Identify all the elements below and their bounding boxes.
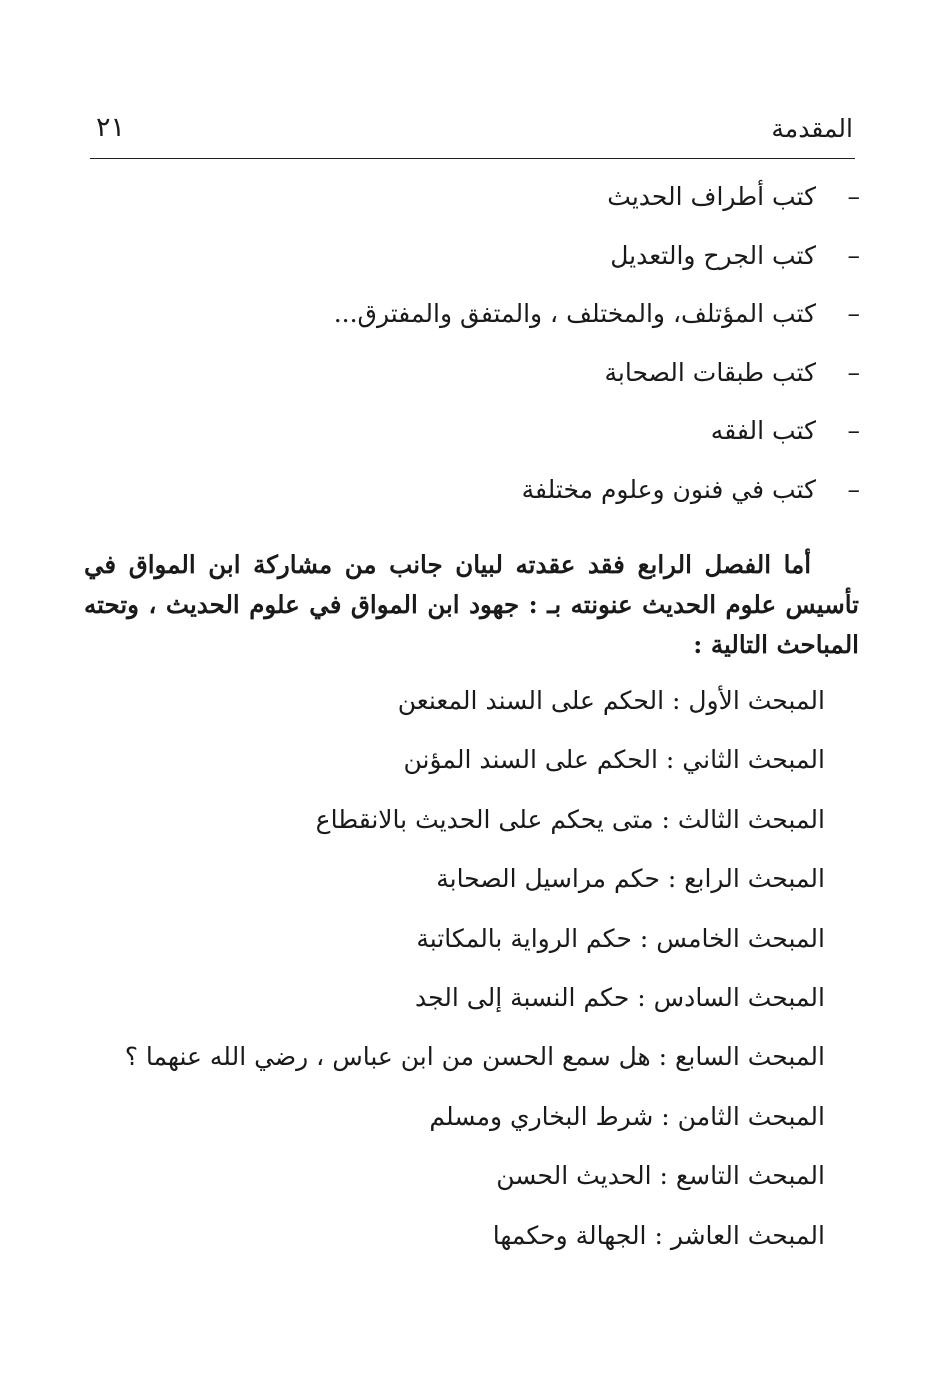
list-dash: –: [847, 299, 860, 328]
list-item: [90, 299, 860, 358]
list-item-text: كتب المؤتلف، والمختلف ، والمتفق والمفترق...: [333, 299, 816, 328]
section-item: المبحث الثامن : شرط البخاري ومسلم: [429, 1101, 825, 1131]
book-types-list: [90, 182, 860, 533]
list-item-text: كتب الجرح والتعديل: [610, 240, 816, 270]
list-dash: –: [847, 357, 860, 387]
section-item: المبحث الأول : الحكم على السند المعنعن: [397, 686, 825, 715]
list-item-text: كتب طبقات الصحابة: [604, 357, 816, 387]
list-item: [90, 475, 860, 534]
section-item: المبحث الثاني : الحكم على السند المؤنن: [403, 745, 825, 775]
header-divider: [90, 158, 855, 159]
section-item: المبحث التاسع : الحديث الحسن: [496, 1161, 825, 1191]
list-item-text: كتب أطراف الحديث: [607, 182, 816, 211]
chapter-four-paragraph: أما الفصل الرابع فقد عقدته لبيان جانب من مشاركة ابن المواق في تأسيس علوم الحديث عنونته بـ : جهود ابن المواق في علوم الحديث ، وتحته المباحث التالية :: [84, 550, 859, 659]
section-item: المبحث العاشر : الجهالة وحكمها: [492, 1220, 825, 1250]
list-dash: –: [847, 474, 860, 504]
list-dash: –: [847, 240, 860, 270]
list-item-text: كتب الفقه: [710, 416, 816, 445]
list-dash: –: [847, 416, 860, 445]
page-header: [90, 108, 853, 158]
section-item: المبحث السابع : هل سمع الحسن من ابن عباس ، رضي الله عنهما ؟: [124, 1042, 825, 1072]
list-dash: –: [847, 182, 860, 211]
section-item: المبحث السادس : حكم النسبة إلى الجد: [415, 982, 825, 1012]
page-number: ٢١: [96, 112, 126, 143]
list-item: [90, 416, 860, 475]
list-item-text: كتب في فنون وعلوم مختلفة: [521, 474, 816, 504]
running-head-title: المقدمة: [771, 114, 853, 143]
list-item: [90, 182, 860, 241]
section-item: المبحث الرابع : حكم مراسيل الصحابة: [436, 864, 825, 894]
list-item: [90, 358, 860, 417]
sections-list: [85, 686, 825, 1280]
section-item: المبحث الخامس : حكم الرواية بالمكاتبة: [416, 923, 825, 953]
section-item: المبحث الثالث : متى يحكم على الحديث بالانقطاع: [315, 804, 825, 834]
list-item: [90, 241, 860, 300]
